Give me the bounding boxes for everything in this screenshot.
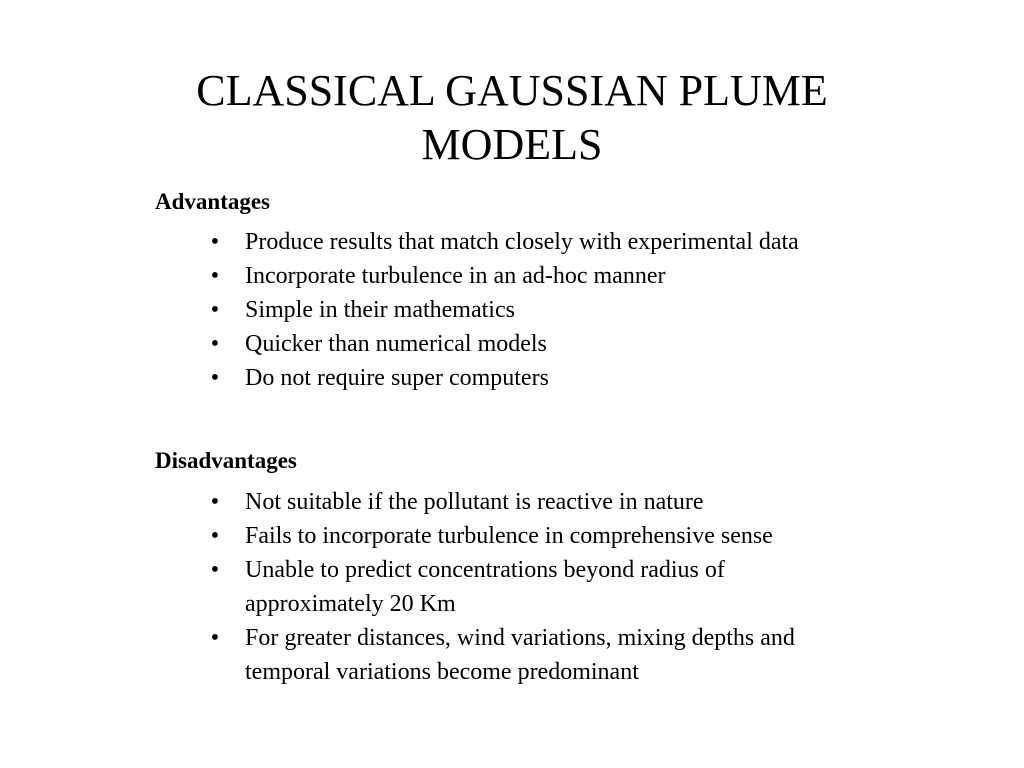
bullet-icon: • (210, 229, 220, 255)
bullet-icon: • (210, 263, 220, 289)
disadvantages-heading: Disadvantages (155, 448, 297, 473)
list-item-text: Simple in their mathematics (245, 297, 515, 323)
disadvantages-list (205, 485, 865, 689)
advantages-heading: Advantages (155, 189, 271, 214)
list-item-text: Produce results that match closely with experimental data (245, 229, 799, 255)
list-item (205, 361, 865, 395)
list-item-text: Incorporate turbulence in an ad-hoc manner (245, 263, 666, 289)
advantages-list (205, 225, 865, 395)
bullet-icon: • (210, 489, 220, 515)
list-item (205, 519, 865, 553)
bullet-icon: • (210, 365, 220, 391)
title-line-1: CLASSICAL GAUSSIAN PLUME (196, 66, 828, 115)
list-item (205, 553, 865, 621)
bullet-icon: • (210, 331, 220, 357)
list-item-text: For greater distances, wind variations, mixing depths and temporal variations become predominant (245, 625, 795, 685)
slide-title (0, 64, 1024, 172)
bullet-icon: • (210, 557, 220, 583)
list-item (205, 259, 865, 293)
list-item (205, 225, 865, 259)
title-line-2: MODELS (421, 120, 603, 169)
list-item (205, 485, 865, 519)
list-item (205, 293, 865, 327)
list-item (205, 327, 865, 361)
list-item-text: Do not require super computers (245, 365, 549, 391)
bullet-icon: • (210, 523, 220, 549)
list-item-text: Quicker than numerical models (245, 331, 547, 357)
bullet-icon: • (210, 625, 220, 651)
bullet-icon: • (210, 297, 220, 323)
list-item-text: Fails to incorporate turbulence in comprehensive sense (245, 523, 773, 549)
list-item-text: Not suitable if the pollutant is reactive in nature (245, 489, 704, 515)
list-item (205, 621, 865, 689)
list-item-text: Unable to predict concentrations beyond radius of approximately 20 Km (245, 557, 725, 617)
